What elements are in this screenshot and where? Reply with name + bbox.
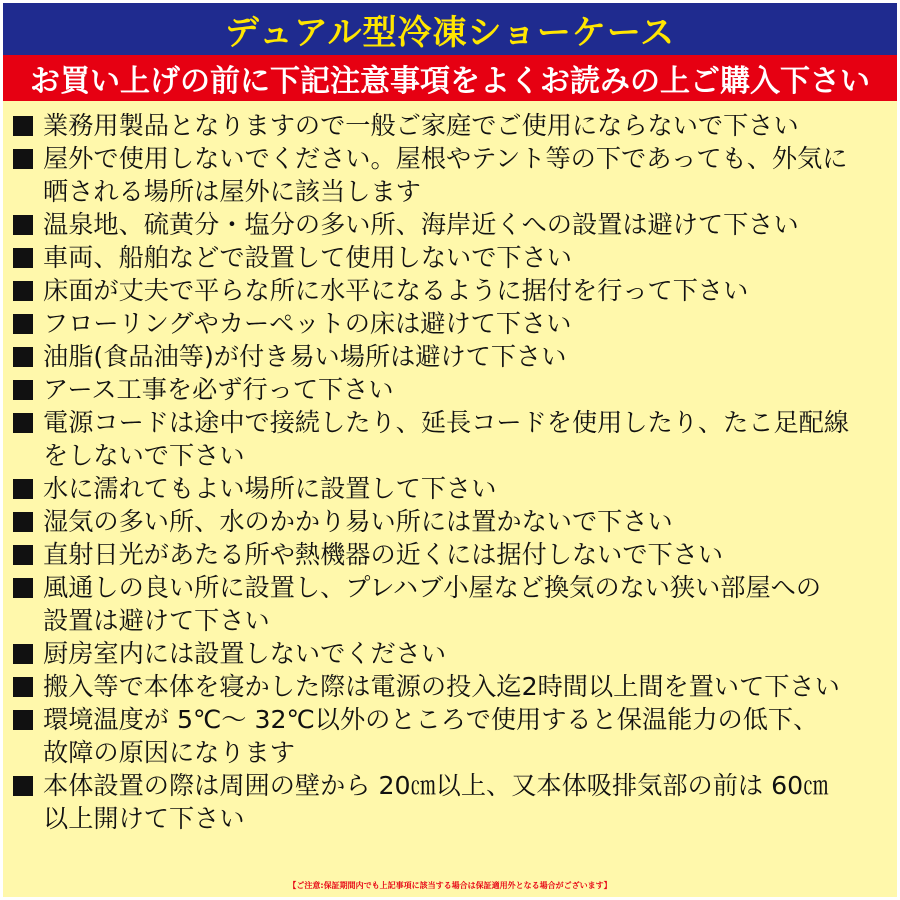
square-bullet-icon [13,670,43,703]
list-item-text: 屋外で使用しないでください。屋根やテント等の下であっても、外気に 晒される場所は屋外に該当します [43,144,848,206]
list-item-text: 油脂(食品油等)が付き易い場所は避けて下さい [43,342,567,371]
square-bullet-icon [13,109,43,142]
list-item-text: 直射日光があたる所や熱機器の近くには据付しないで下さい [43,540,724,569]
square-bullet-icon [13,703,43,736]
square-bullet-icon [13,142,43,175]
list-item [13,307,889,340]
list-item-text: 温泉地、硫黄分・塩分の多い所、海岸近くへの設置は避けて下さい [43,210,799,239]
list-item [13,142,889,208]
footer-note: 【ご注意:保証期間内でも上記事項に該当する場合は保証適用外となる場合がございます】 [288,881,612,890]
list-item-text: 本体設置の際は周囲の壁から 20㎝以上、又本体吸排気部の前は 60㎝ 以上開けて下さい [43,771,829,833]
list-item-text: 厨房室内には設置しないでください [43,639,446,668]
square-bullet-icon [13,373,43,406]
square-bullet-icon [13,208,43,241]
list-item-text: 業務用製品となりますので一般ご家庭でご使用にならないで下さい [43,111,799,140]
list-item [13,406,889,472]
list-item-text: 湿気の多い所、水のかかり易い所には置かないで下さい [43,507,673,536]
square-bullet-icon [13,637,43,670]
title-bar [3,3,897,55]
list-item [13,670,889,703]
page-title: デュアル型冷凍ショーケース [224,12,676,53]
square-bullet-icon [13,340,43,373]
square-bullet-icon [13,571,43,604]
list-item [13,208,889,241]
square-bullet-icon [13,406,43,439]
list-item [13,109,889,142]
list-item-text: アース工事を必ず行って下さい [43,375,394,404]
list-item-text: 電源コードは途中で接続したり、延長コードを使用したり、たこ足配線 をしないで下さい [43,408,849,470]
square-bullet-icon [13,538,43,571]
list-item-text: 風通しの良い所に設置し、プレハブ小屋など換気のない狭い部屋への 設置は避けて下さい [43,573,822,635]
list-item [13,703,889,769]
list-item [13,373,889,406]
list-item [13,472,889,505]
list-item [13,505,889,538]
list-item [13,340,889,373]
list-item-text: 搬入等で本体を寝かした際は電源の投入迄2時間以上間を置いて下さい [43,672,840,701]
square-bullet-icon [13,307,43,340]
notes-list [3,101,897,835]
warning-banner-text: お買い上げの前に下記注意事項をよくお読みの上ご購入下さい [30,64,870,99]
list-item-text: 車両、船舶などで設置して使用しないで下さい [43,243,572,272]
list-item [13,769,889,835]
square-bullet-icon [13,241,43,274]
square-bullet-icon [13,472,43,505]
list-item [13,571,889,637]
list-item [13,637,889,670]
list-item-text: 床面が丈夫で平らな所に水平になるように据付を行って下さい [43,276,749,305]
list-item-text: フローリングやカーペットの床は避けて下さい [43,309,572,338]
square-bullet-icon [13,769,43,802]
list-item [13,538,889,571]
list-item-text: 水に濡れてもよい場所に設置して下さい [43,474,497,503]
list-item [13,274,889,307]
square-bullet-icon [13,274,43,307]
square-bullet-icon [13,505,43,538]
list-item-text: 環境温度が 5℃〜 32℃以外のところで使用すると保温能力の低下、 故障の原因になります [43,705,819,767]
notice-card [3,3,897,897]
warning-banner [3,55,897,101]
list-item [13,241,889,274]
